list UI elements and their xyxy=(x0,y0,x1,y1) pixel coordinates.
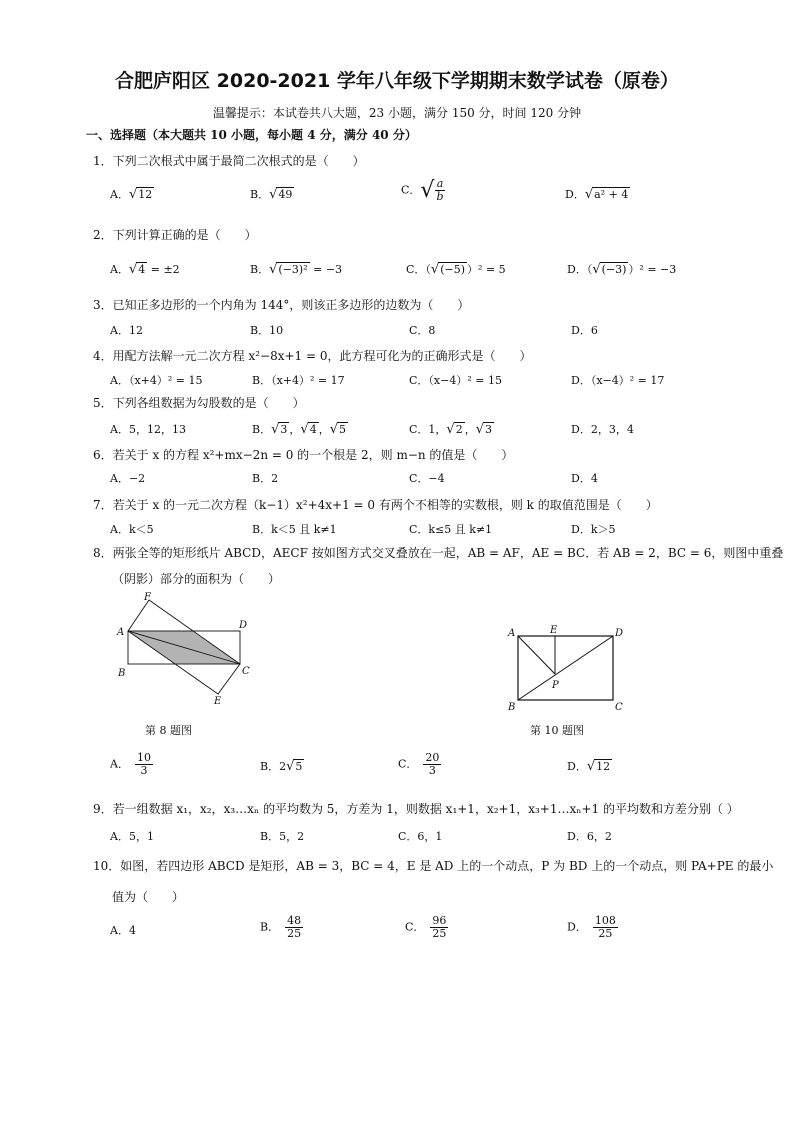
question-4-stem: 4．用配方法解一元二次方程 x²−8x+1 = 0，此方程可化为的正确形式是（ ） xyxy=(93,349,532,363)
q2-option-a: A．√4 = ±2 xyxy=(110,262,180,277)
q3-option-d: D．6 xyxy=(571,324,598,337)
q3-option-a: A．12 xyxy=(110,324,143,337)
question-1-stem: 1．下列二次根式中属于最简二次根式的是（ ） xyxy=(93,154,365,168)
q4-option-a: A．（x+4）² = 15 xyxy=(110,374,203,387)
question-10-stem-line2: 值为（ ） xyxy=(112,890,185,904)
q6-option-b: B．2 xyxy=(252,472,279,485)
q6-option-d: D．4 xyxy=(571,472,598,485)
question-6-stem: 6．若关于 x 的方程 x²+mx−2n = 0 的一个根是 2，则 m−n 的值是（ ） xyxy=(93,448,514,462)
question-8-stem-line1: 8．两张全等的矩形纸片 ABCD，AECF 按如图方式交叉叠放在一起，AB = AF，AE = BC．若 AB = 2，BC = 6，则图中重叠 xyxy=(93,546,784,560)
section-heading: 一、选择题（本大题共 10 小题，每小题 4 分，满分 40 分） xyxy=(86,128,417,142)
q8-option-a: A． $\frac{10}{3}$ xyxy=(110,751,151,778)
question-9-stem: 9．若一组数据 x₁，x₂，x₃…xₙ 的平均数为 5，方差为 1，则数据 x₁+1，x₂+1，x₃+1…xₙ+1 的平均数和方差分别（ ） xyxy=(93,802,739,816)
exam-hint: 温馨提示：本试卷共八大题，23 小题，满分 150 分，时间 120 分钟 xyxy=(212,106,582,120)
q9-option-c: C．6，1 xyxy=(398,830,443,843)
question-10-stem-line1: 10．如图，若四边形 ABCD 是矩形，AB = 3，BC = 4，E 是 AD 上的一个动点，P 为 BD 上的一个动点，则 PA+PE 的最小 xyxy=(93,859,774,873)
point-a-label: A xyxy=(117,627,125,638)
q9-option-b: B．5，2 xyxy=(260,830,305,843)
question-5-stem: 5．下列各组数据为勾股数的是（ ） xyxy=(93,396,305,410)
point-p-label: P xyxy=(552,680,559,691)
figure-8-caption: 第 8 题图 xyxy=(145,724,192,737)
point-c-label: C xyxy=(615,702,623,713)
q9-option-d: D．6，2 xyxy=(567,830,612,843)
q5-option-c: C．1，√2 ，√3 xyxy=(409,422,493,437)
q6-option-a: A．−2 xyxy=(110,472,146,485)
point-e-label: E xyxy=(214,696,222,705)
q10-option-c: C． $\frac{96}{25}$ xyxy=(405,914,447,941)
point-d-label: D xyxy=(239,620,248,631)
point-c-label: C xyxy=(242,666,250,677)
q8-option-c: C． $\frac{20}{3}$ xyxy=(398,751,440,778)
q8-option-d: D．√12 xyxy=(567,759,611,774)
q2-option-b: B．√(−3)² = −3 xyxy=(250,262,343,277)
q3-option-b: B．10 xyxy=(250,324,284,337)
page-title: 合肥庐阳区 2020-2021 学年八年级下学期期末数学试卷（原卷） xyxy=(115,70,679,92)
q7-option-d: D．k＞5 xyxy=(571,523,616,536)
point-e-label: E xyxy=(550,625,558,636)
point-d-label: D xyxy=(615,628,624,639)
q7-option-b: B．k＜5 且 k≠1 xyxy=(252,523,337,536)
q4-option-d: D．（x−4）² = 17 xyxy=(571,374,665,387)
q3-option-c: C．8 xyxy=(409,324,436,337)
q9-option-a: A．5，1 xyxy=(110,830,154,843)
q1-option-b: B．√49 xyxy=(250,187,293,202)
figure-10-diagram xyxy=(500,622,635,714)
q5-option-b: B．√3 ，√4 ，√5 xyxy=(252,422,346,437)
q10-option-b: B． $\frac{48}{25}$ xyxy=(260,914,302,941)
question-7-stem: 7．若关于 x 的一元二次方程（k−1）x²+4x+1 = 0 有两个不相等的实数根，则 k 的取值范围是（ ） xyxy=(93,498,658,512)
point-a-label: A xyxy=(508,628,516,639)
q1-option-d: D．√a² + 4 xyxy=(565,187,629,202)
segment-ap xyxy=(518,636,555,674)
q4-option-b: B．（x+4）² = 17 xyxy=(252,374,345,387)
point-b-label: B xyxy=(118,668,126,679)
q2-option-c: C．（√(−5) ）² = 5 xyxy=(406,262,506,277)
point-f-label: F xyxy=(144,592,151,603)
q6-option-c: C．−4 xyxy=(409,472,445,485)
figure-10-caption: 第 10 题图 xyxy=(530,724,584,737)
question-3-stem: 3．已知正多边形的一个内角为 144°，则该正多边形的边数为（ ） xyxy=(93,298,470,312)
question-2-stem: 2．下列计算正确的是（ ） xyxy=(93,228,257,242)
q7-option-c: C．k≤5 且 k≠1 xyxy=(409,523,493,536)
q8-option-b: B．2√5 xyxy=(260,759,303,774)
q10-option-d: D． $\frac{108}{25}$ xyxy=(567,914,616,941)
point-b-label: B xyxy=(508,702,516,713)
q4-option-c: C．（x−4）² = 15 xyxy=(409,374,502,387)
q5-option-d: D．2，3，4 xyxy=(571,423,634,436)
q1-option-c: C．√ $\frac{a}{b}$ xyxy=(401,177,444,204)
q1-option-a: A．√12 xyxy=(110,187,153,202)
q10-option-a: A．4 xyxy=(110,924,136,937)
q2-option-d: D．（√(−3) ）² = −3 xyxy=(567,262,677,277)
diagonal-bd xyxy=(518,636,613,700)
q7-option-a: A．k＜5 xyxy=(110,523,154,536)
question-8-stem-line2: （阴影）部分的面积为（ ） xyxy=(112,572,281,586)
figure-8-diagram xyxy=(112,590,262,705)
q5-option-a: A．5，12，13 xyxy=(110,423,186,436)
